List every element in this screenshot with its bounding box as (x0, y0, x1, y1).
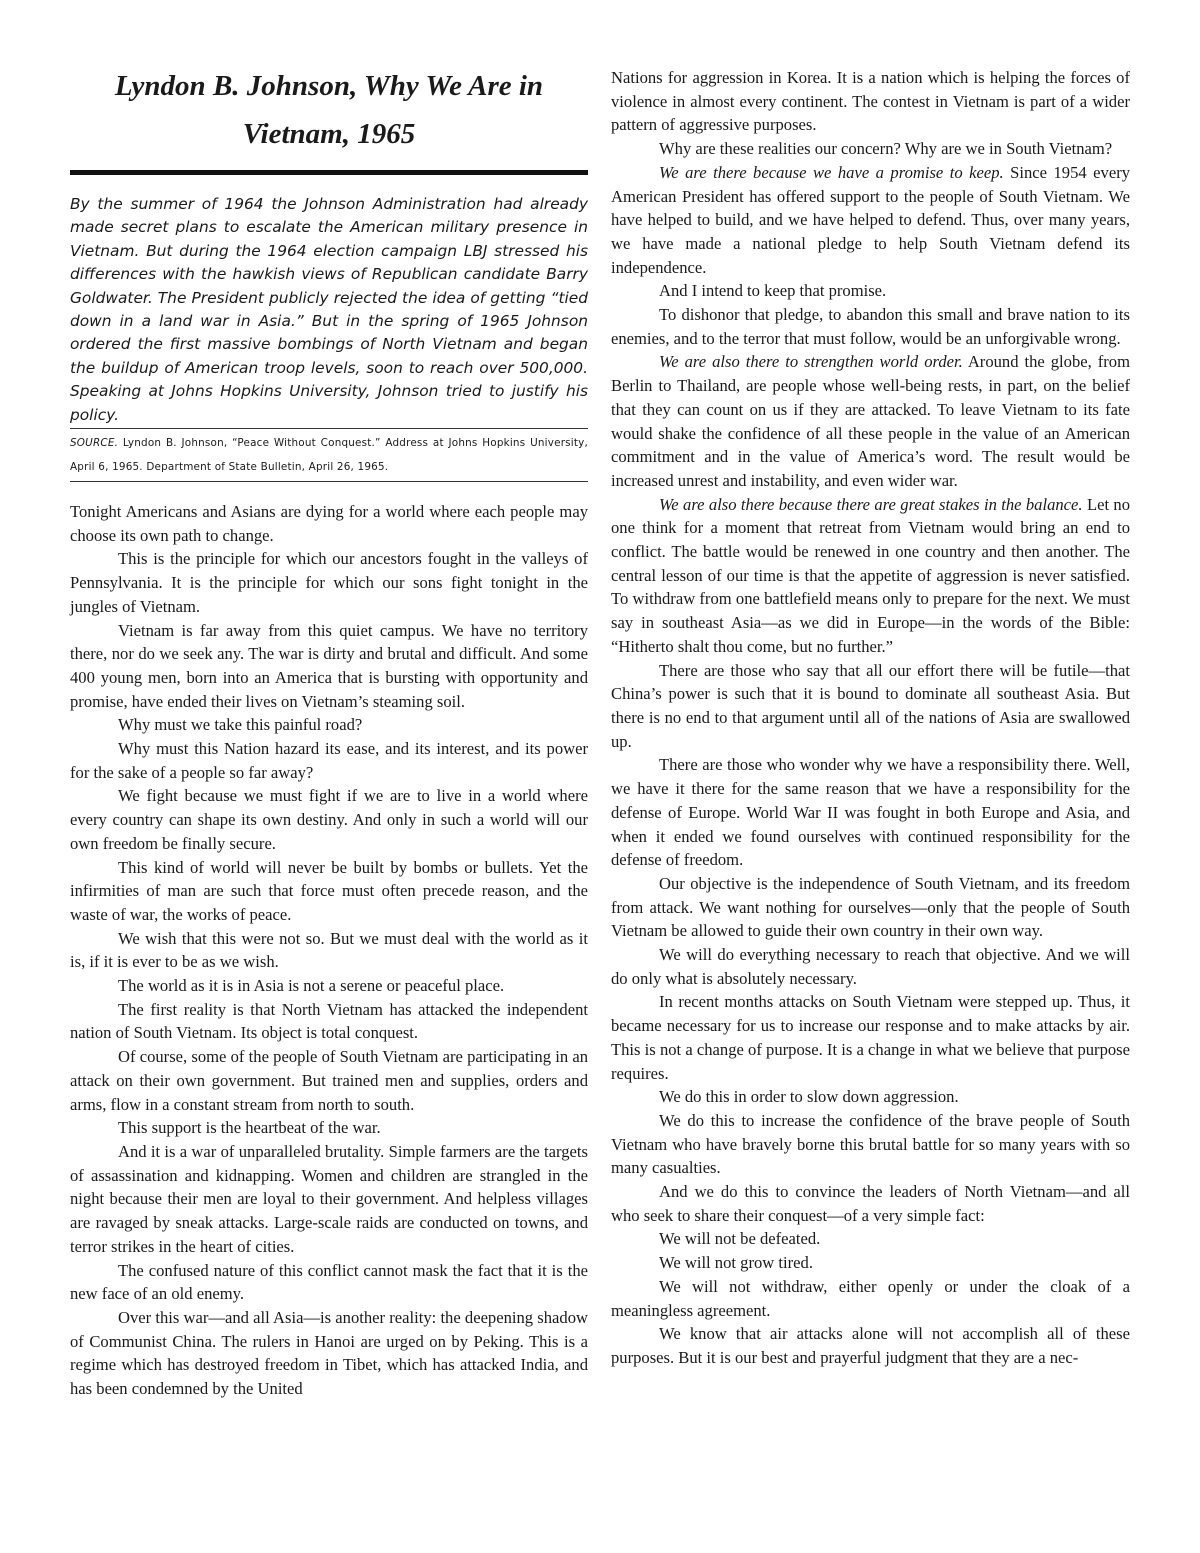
paragraph: We fight because we must fight if we are to live in a world where every country can shape its own destiny. And only in such a world will our own freedom be finally secure. (70, 786, 588, 853)
source-text: Lyndon B. Johnson, “Peace Without Conquest.” Address at Johns Hopkins University, April 6, 1965. Department of State Bulletin, April 26, 1965. (70, 437, 588, 473)
source-citation (70, 431, 588, 479)
paragraph: Tonight Americans and Asians are dying for a world where each people may choose its own path to change. (70, 502, 588, 545)
paragraph (611, 493, 1130, 659)
paragraph: Why are these realities our concern? Why are we in South Vietnam? (659, 139, 1113, 159)
italic-lead: We are there because we have a promise to keep. (659, 162, 1004, 182)
source-top-divider (70, 428, 588, 429)
paragraph: Why must this Nation hazard its ease, and its interest, and its power for the sake of a people so far away? (70, 739, 588, 782)
paragraph: The confused nature of this conflict cannot mask the fact that it is the new face of an old enemy. (70, 1260, 588, 1304)
paragraph: And I intend to keep that promise. (659, 281, 887, 301)
paragraph: The first reality is that North Vietnam has attacked the independent nation of South Vietnam. Its object is total conquest. (70, 999, 588, 1043)
paragraph: And we do this to convince the leaders of North Vietnam—and all who seek to share their conquest—of a very simple fact: (611, 1182, 1130, 1225)
paragraph: We wish that this were not so. But we must deal with the world as it is, if it is ever to be as we wish. (70, 928, 588, 972)
paragraph: We will do everything necessary to reach that objective. And we will do only what is absolutely necessary. (611, 945, 1130, 988)
paragraph: And it is a war of unparalleled brutality. Simple farmers are the targets of assassination and kidnapping. Women and children are strangled in the night because their men are loyal to their government. And helpless villages are ravaged by sneak attacks. Large-scale raids are conducted on towns, and terror strikes in the heart of cities. (70, 1141, 588, 1256)
paragraph: This kind of world will never be built by bombs or bullets. Yet the infirmities of man are such that force must often precede reason, and the waste of war, the works of peace. (70, 857, 588, 924)
paragraph: Over this war—and all Asia—is another reality: the deepening shadow of Communist China. The rulers in Hanoi are urged on by Peking. This is a regime which has destroyed freedom in Tibet, which has attacked India, and has been condemned by the United (70, 1307, 588, 1399)
paragraph: We will not be defeated. (659, 1229, 821, 1249)
paragraph: To dishonor that pledge, to abandon this small and brave nation to its enemies, and to the terror that must follow, would be an unforgivable wrong. (611, 305, 1130, 348)
right-column-body (611, 66, 1130, 1370)
paragraph: We do this in order to slow down aggression. (659, 1087, 959, 1107)
paragraph: Our objective is the independence of South Vietnam, and its freedom from attack. We want nothing for ourselves—only that the people of South Vietnam be allowed to guide their own country in their own way. (611, 873, 1130, 941)
paragraph: There are those who say that all our effort there will be futile—that China’s power is such that it is bound to dominate all southeast Asia. But there is no end to that argument until all of the nations of Asia are swallowed up. (611, 660, 1130, 751)
source-label: SOURCE. (70, 437, 119, 449)
paragraph: This is the principle for which our ancestors fought in the valleys of Pennsylvania. It is the principle for which our sons fight tonight in the jungles of Vietnam. (70, 549, 588, 616)
source-bottom-divider (70, 481, 588, 482)
paragraph: Vietnam is far away from this quiet campus. We have no territory there, nor do we seek any. The war is dirty and brutal and difficult. And some 400 young men, born into an America that is bursting with opportunity and promise, have ended their lives on Vietnam’s steaming soil. (70, 620, 588, 711)
paragraph (611, 350, 1130, 492)
editor-introduction: By the summer of 1964 the Johnson Administration had already made secret plans to escalate the American military presence in Vietnam. But during the 1964 election campaign LBJ stressed his differences with the hawkish views of Republican candidate Barry Goldwater. The President publicly rejected the idea of getting “tied down in a land war in Asia.” But in the spring of 1965 Johnson ordered the first massive bombings of North Vietnam and began the buildup of American troop levels, soon to reach over 500,000. Speaking at Johns Hopkins University, Johnson tried to justify his policy. (70, 195, 588, 424)
paragraph: We will not withdraw, either openly or under the cloak of a meaningless agreement. (611, 1276, 1130, 1320)
paragraph-text: Around the globe, from Berlin to Thailand, are people whose well-being rests, in part, on the belief that they can count on us if they are attacked. To leave Vietnam to its fate would shake the confidence of all these people in the value of an American commitment and in the value of America’s word. The result would be increased unrest and instability, and even wider war. (611, 352, 1130, 490)
paragraph-text: Since 1954 every American President has offered support to the people of South Vietnam. We have helped to build, and we have helped to defend. Thus, over many years, we have made a national pledge to help South Vietnam defend its independence. (611, 162, 1131, 277)
paragraph: We do this to increase the confidence of the brave people of South Vietnam who have bravely borne this brutal battle for so many years with so many casualties. (611, 1110, 1130, 1178)
paragraph: This support is the heartbeat of the war. (118, 1118, 381, 1138)
paragraph: We know that air attacks alone will not accomplish all of these purposes. But it is our best and prayerful judgment that they are a nec- (611, 1324, 1130, 1367)
left-column-body (70, 500, 588, 1401)
document-title: Lyndon B. Johnson, Why We Are in Vietnam, 1965 (114, 70, 544, 150)
italic-lead: We are also there because there are great stakes in the balance. (659, 494, 1083, 514)
italic-lead: We are also there to strengthen world order. (659, 352, 963, 372)
paragraph: Why must we take this painful road? (118, 715, 363, 735)
title-divider (70, 170, 588, 175)
paragraph (611, 161, 1130, 280)
paragraph: In recent months attacks on South Vietnam were stepped up. Thus, it became necessary for us to increase our response and to make attacks by air. This is not a change of purpose. It is a change in what we believe that purpose requires. (611, 992, 1130, 1083)
paragraph: We will not grow tired. (659, 1253, 813, 1273)
paragraph: Of course, some of the people of South Vietnam are participating in an attack on their own government. But trained men and supplies, orders and arms, flow in a constant stream from north to south. (70, 1047, 588, 1114)
paragraph: Nations for aggression in Korea. It is a nation which is helping the forces of violence in almost every continent. The contest in Vietnam is part of a wider pattern of aggressive purposes. (611, 68, 1130, 135)
paragraph: There are those who wonder why we have a responsibility there. Well, we have it there for the same reason that we have a responsibility for the defense of Europe. World War II was fought in both Europe and Asia, and when it ended we found ourselves with continued responsibility for the defense of freedom. (611, 755, 1130, 870)
paragraph-text: Let no one think for a moment that retreat from Vietnam would bring an end to conflict. The battle would be renewed in one country and then another. The central lesson of our time is that the appetite of aggression is never satisfied. To withdraw from one battlefield means only to prepare for the next. We must say in southeast Asia—as we did in Europe—in the words of the Bible: “Hitherto shalt thou come, but no further.” (611, 494, 1131, 656)
paragraph: The world as it is in Asia is not a serene or peaceful place. (118, 976, 505, 996)
